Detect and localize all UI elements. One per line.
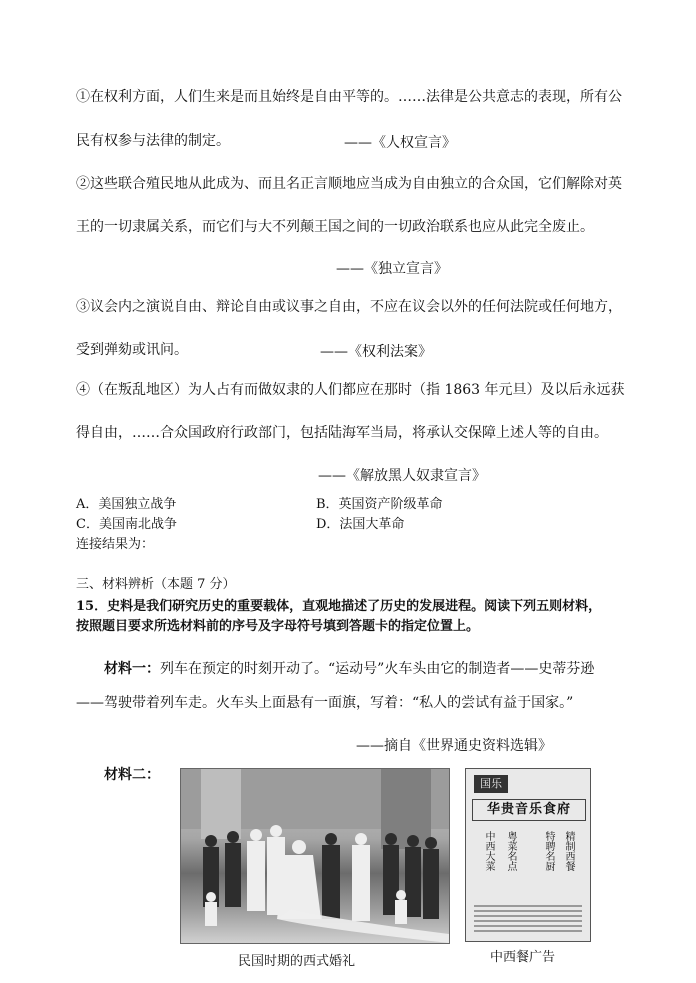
material-1-source: ——摘自《世界通史资料选辑》 bbox=[356, 738, 552, 754]
option-d: D．法国大革命 bbox=[316, 517, 405, 532]
ad-column-1: 中西大菜 bbox=[483, 831, 494, 871]
option-c: C．美国南北战争 bbox=[76, 517, 177, 532]
ad-title: 华贵音乐食府 bbox=[472, 799, 586, 821]
ad-top-banner: 国乐 bbox=[474, 775, 508, 793]
photo-caption: 民国时期的西式婚礼 bbox=[238, 954, 356, 969]
question-15-line-2: 按照题目要求所选材料前的序号及字母符号填到答题卡的指定位置上。 bbox=[76, 619, 480, 634]
ad-column-4: 精制西餐 bbox=[563, 831, 574, 871]
ad-column-2: 粤菜名点 bbox=[505, 831, 516, 871]
source-3: ——《权利法案》 bbox=[320, 344, 432, 360]
section-heading: 三、材料辨析（本题 7 分） bbox=[76, 577, 236, 592]
wedding-figures-illustration bbox=[181, 769, 449, 943]
material-1-line-1: 列车在预定的时刻开动了。“运动号”火车头由它的制造者——史蒂芬逊 bbox=[160, 661, 595, 677]
ad-caption: 中西餐广告 bbox=[490, 950, 556, 965]
connect-result-label: 连接结果为： bbox=[76, 537, 155, 552]
material-1-label: 材料一： bbox=[104, 661, 160, 677]
material-2-label: 材料二： bbox=[104, 767, 160, 783]
option-a: A．美国独立战争 bbox=[76, 497, 177, 512]
source-1: ——《人权宣言》 bbox=[344, 135, 456, 151]
question-15-line-1: 15．史料是我们研究历史的重要载体，直观地描述了历史的发展进程。阅读下列五则材料， bbox=[76, 599, 602, 614]
text-line-1: ①在权利方面，人们生来是而且始终是自由平等的。……法律是公共意志的表现，所有公 bbox=[76, 89, 622, 105]
text-line-4: 王的一切隶属关系，而它们与大不列颠王国之间的一切政治联系也应从此完全废止。 bbox=[76, 219, 594, 235]
text-line-7: ④（在叛乱地区）为人占有而做奴隶的人们都应在那时（指 1863 年元旦）及以后永远获 bbox=[76, 382, 625, 398]
option-b: B．英国资产阶级革命 bbox=[316, 497, 443, 512]
text-line-6: 受到弹劾或讯问。 bbox=[76, 342, 188, 358]
western-wedding-photo bbox=[180, 768, 450, 944]
text-line-2: 民有权参与法律的制定。 bbox=[76, 133, 230, 149]
material-1-line-2: ——驾驶带着列车走。火车头上面悬有一面旗，写着：“私人的尝试有益于国家。” bbox=[76, 695, 574, 711]
text-line-8: 得自由，……合众国政府行政部门，包括陆海军当局，将承认交保障上述人等的自由。 bbox=[76, 425, 608, 441]
text-line-3: ②这些联合殖民地从此成为、而且名正言顺地应当成为自由独立的合众国，它们解除对英 bbox=[76, 176, 622, 192]
ad-fine-print bbox=[474, 905, 582, 933]
text-line-5: ③议会内之演说自由、辩论自由或议事之自由，不应在议会以外的任何法院或任何地方， bbox=[76, 299, 622, 315]
ad-column-3: 特聘名厨 bbox=[543, 831, 554, 871]
restaurant-advertisement bbox=[465, 768, 591, 942]
source-4: ——《解放黑人奴隶宣言》 bbox=[318, 468, 486, 484]
source-2: ——《独立宣言》 bbox=[336, 261, 448, 277]
